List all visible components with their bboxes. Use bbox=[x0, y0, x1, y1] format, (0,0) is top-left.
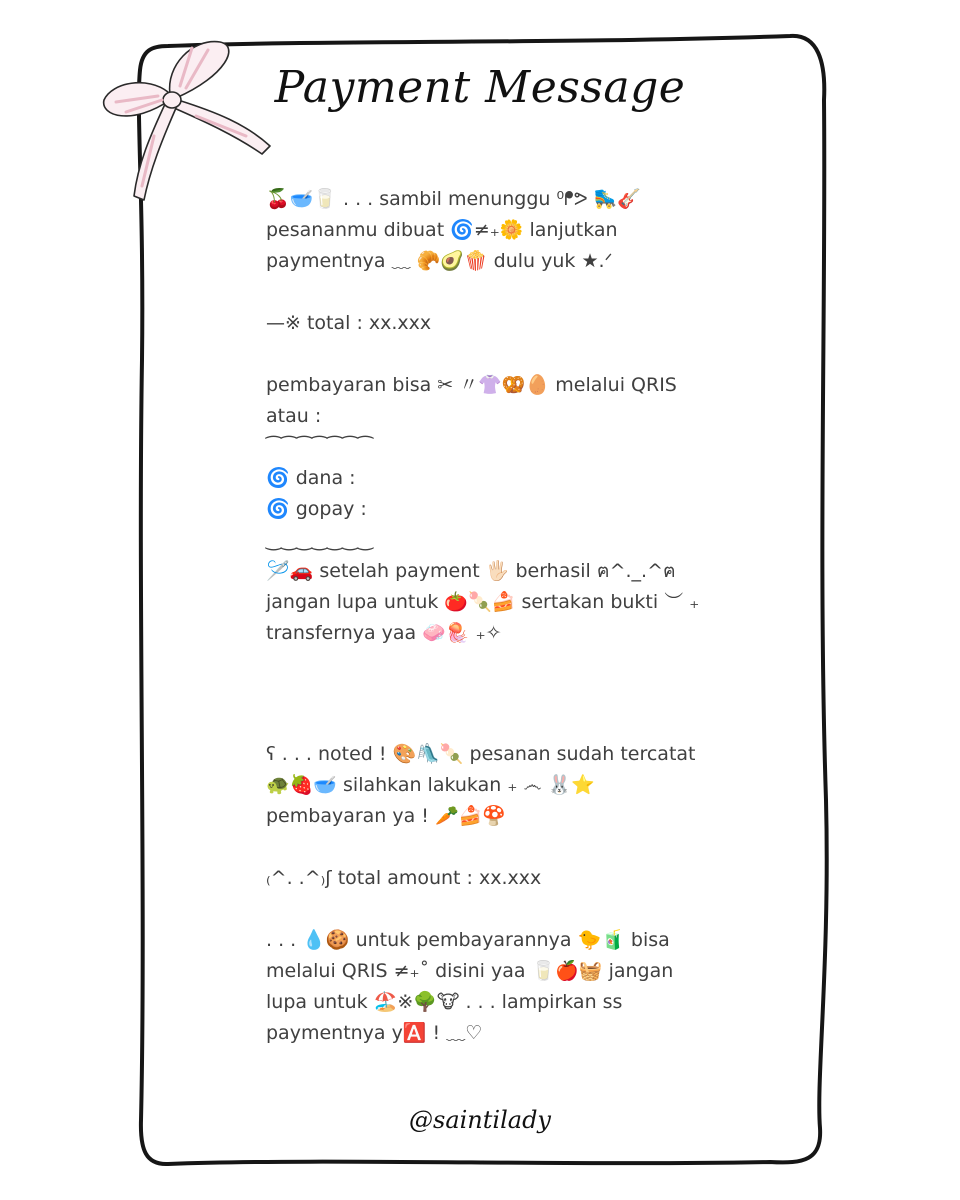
template1-total: —※ total : xx.xxx bbox=[266, 312, 432, 334]
template1-after-line3: transfernya yaa 🧼🪼 ₊✧ bbox=[266, 622, 502, 644]
signature: @saintilady bbox=[409, 1106, 551, 1134]
template2-payment-line2: melalui QRIS ≠₊˚ disini yaa 🥛🍎🧺 jangan bbox=[266, 960, 674, 982]
dana-line: 🌀 dana : bbox=[266, 467, 356, 489]
divider-top: ⁀⁀⁀⁀⁀⁀⁀ bbox=[266, 436, 373, 458]
template2-line1: ʕ . . . noted ! 🎨🛝🍡 pesanan sudah tercatat bbox=[266, 743, 696, 765]
template1-payment-line2: atau : bbox=[266, 405, 322, 427]
page-title: Payment Message bbox=[274, 62, 686, 113]
template2-line3: pembayaran ya ! 🥕🍰🍄 bbox=[266, 805, 506, 827]
template1-after-line1: 🪡🚗 setelah payment 🖐🏻 berhasil ฅ^._.^ฅ bbox=[266, 560, 676, 582]
template1-payment-line1: pembayaran bisa ✂ 〃👚🥨🥚 melalui QRIS bbox=[266, 374, 677, 396]
template2-line2: 🐢🍓🥣 silahkan lakukan ₊ ෴ 🐰⭐ bbox=[266, 774, 595, 796]
template2-payment-line4: paymentnya y🅰️ ! ﹏♡ bbox=[266, 1022, 483, 1044]
template1-line1: 🍒🥣🥛 . . . sambil menunggu ⁰ᖰᕗ 🛼🎸 bbox=[266, 188, 642, 210]
template1-line3: paymentnya ﹏ 🥐🥑🍿 dulu yuk ★.ᐟ bbox=[266, 250, 613, 272]
gopay-line: 🌀 gopay : bbox=[266, 498, 367, 520]
template2-payment-line3: lupa untuk 🏖️※🌳🐮 . . . lampirkan ss bbox=[266, 991, 623, 1013]
divider-bottom: ‿‿‿‿‿‿‿ bbox=[266, 529, 373, 551]
template1-after-line2: jangan lupa untuk 🍅🍡🍰 sertakan bukti ︶ ₊ bbox=[266, 591, 700, 613]
template2-total: ₍^. .^₎ʃ total amount : xx.xxx bbox=[266, 867, 542, 889]
message-content bbox=[266, 184, 706, 1049]
template2-payment-line1: . . . 💧🍪 untuk pembayarannya 🐤🧃 bisa bbox=[266, 929, 670, 951]
template1-line2: pesananmu dibuat 🌀≠₊🌼 lanjutkan bbox=[266, 219, 618, 241]
